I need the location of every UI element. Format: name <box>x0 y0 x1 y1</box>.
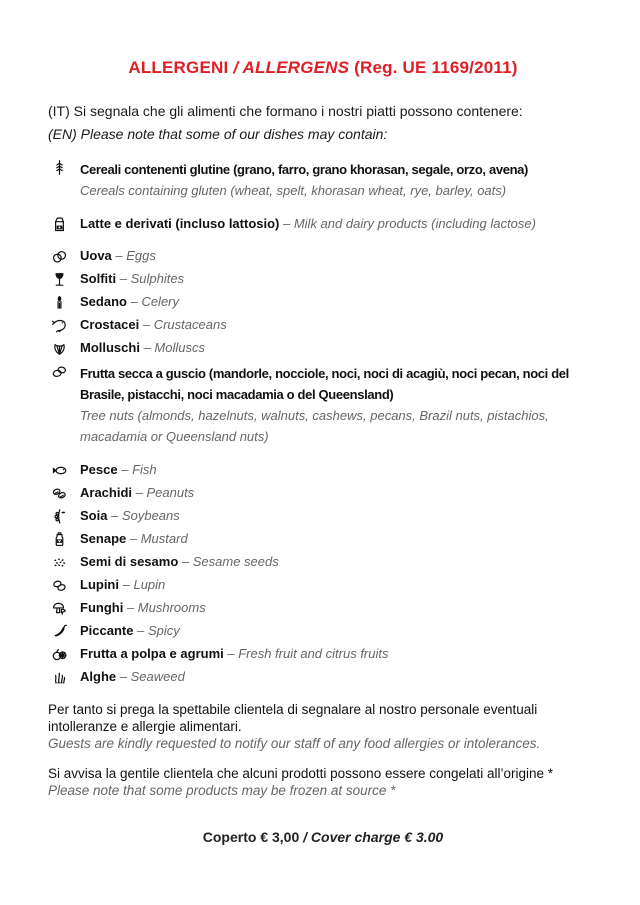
allergen-item-tree-nuts <box>48 363 598 447</box>
allergen-name-it: Crostacei <box>80 317 140 332</box>
allergen-item-mushroom <box>48 600 598 617</box>
fish-icon <box>48 462 70 479</box>
allergen-name-it: Alghe <box>80 669 117 684</box>
allergy-notice-it: Per tanto si prega la spettabile clientela di segnalare al nostro personale eventuali intolleranze e allergie alimentari. <box>48 702 538 734</box>
allergen-name-it: Cereali contenenti glutine (grano, farro, grano khorasan, segale, orzo, avena) <box>80 162 529 177</box>
wine-glass-icon <box>48 271 70 288</box>
cover-charge-en: / Cover charge € 3.00 <box>303 829 444 845</box>
cover-charge-line <box>48 829 598 845</box>
title-it: ALLERGENI <box>128 58 229 77</box>
allergy-notice-en: Guests are kindly requested to notify our staff of any food allergies or intolerances. <box>48 736 541 751</box>
allergen-name-en: Fresh fruit and citrus fruits <box>238 646 389 661</box>
allergen-name-it: Frutta secca a guscio (mandorle, nocciole, noci, noci di acagiù, noci pecan, noci del Brasile, pistacchi, noci macadamia o del Queensland) <box>80 366 569 402</box>
intro-line-it: (IT) Si segnala che gli alimenti che formano i nostri piatti possono contenere: <box>48 103 523 119</box>
frozen-notice-it: Si avvisa la gentile clientela che alcuni prodotti possono essere congelati all’origine * <box>48 766 554 781</box>
allergen-item-fish <box>48 462 598 479</box>
allergen-name-it: Uova <box>80 248 112 263</box>
allergen-name-it: Semi di sesamo <box>80 554 179 569</box>
allergen-name-en: Eggs <box>126 248 156 263</box>
allergen-name-it: Pesce <box>80 462 118 477</box>
allergen-item-shrimp <box>48 317 598 334</box>
allergen-name-it: Frutta a polpa e agrumi <box>80 646 224 661</box>
allergen-name-it: Molluschi <box>80 340 140 355</box>
allergen-name-en: Mustard <box>140 531 188 546</box>
wheat-icon <box>48 159 70 176</box>
allergen-name-en: Milk and dairy products (including lactose) <box>293 216 536 231</box>
allergen-name-en: Mushrooms <box>137 600 206 615</box>
allergen-item-soy <box>48 508 598 525</box>
allergen-name-en: Crustaceans <box>153 317 227 332</box>
dash-separator: – <box>107 508 122 523</box>
shell-icon <box>48 340 70 357</box>
tree-nuts-icon <box>48 363 70 380</box>
dash-separator: – <box>139 340 155 355</box>
allergen-name-it: Senape <box>80 531 127 546</box>
allergen-name-en: Spicy <box>147 623 180 638</box>
allergen-name-it: Latte e derivati (incluso lattosio) <box>80 216 280 231</box>
allergen-name-en: Soybeans <box>121 508 180 523</box>
allergen-item-wine-glass <box>48 271 598 288</box>
allergen-name-en: Cereals containing gluten (wheat, spelt, khorasan wheat, rye, barley, oats) <box>80 183 507 198</box>
dash-separator: – <box>123 600 138 615</box>
milk-carton-icon <box>48 216 70 233</box>
seaweed-icon <box>48 669 70 686</box>
dash-separator: – <box>132 485 147 500</box>
peanuts-icon <box>48 485 70 502</box>
dash-separator: – <box>279 216 294 231</box>
intro-line-en: (EN) Please note that some of our dishes may contain: <box>48 126 388 142</box>
allergen-item-mustard <box>48 531 598 548</box>
page-title <box>48 58 598 78</box>
shrimp-icon <box>48 317 70 334</box>
notices <box>48 701 598 799</box>
fruit-icon <box>48 646 70 663</box>
dash-separator: – <box>133 623 148 638</box>
intro-text <box>48 100 598 146</box>
title-en: / ALLERGENS <box>233 58 350 77</box>
allergen-name-it: Piccante <box>80 623 134 638</box>
allergen-item-milk-carton <box>48 216 598 233</box>
dash-separator: – <box>126 294 142 309</box>
frozen-notice <box>48 765 598 799</box>
allergen-name-en: Seaweed <box>130 669 185 684</box>
dash-separator: – <box>119 577 134 592</box>
chili-icon <box>48 623 70 640</box>
lupin-icon <box>48 577 70 594</box>
allergen-name-en: Sesame seeds <box>192 554 279 569</box>
cover-charge-it: Coperto € 3,00 <box>202 829 300 845</box>
allergen-name-en: Peanuts <box>146 485 195 500</box>
dash-separator: – <box>178 554 193 569</box>
dash-separator: – <box>126 531 141 546</box>
dash-separator: – <box>116 669 131 684</box>
allergen-item-lupin <box>48 577 598 594</box>
eggs-icon <box>48 248 70 265</box>
allergen-item-chili <box>48 623 598 640</box>
title-regulation: (Reg. UE 1169/2011) <box>354 58 518 77</box>
allergen-name-it: Arachidi <box>80 485 133 500</box>
allergen-list <box>48 159 598 686</box>
mustard-icon <box>48 531 70 548</box>
mushroom-icon <box>48 600 70 617</box>
frozen-notice-en: Please note that some products may be frozen at source * <box>48 783 396 798</box>
allergen-name-it: Lupini <box>80 577 119 592</box>
allergen-item-celery <box>48 294 598 311</box>
allergen-item-wheat <box>48 159 598 201</box>
allergen-item-shell <box>48 340 598 357</box>
allergen-item-seaweed <box>48 669 598 686</box>
allergen-item-fruit <box>48 646 598 663</box>
allergen-item-sesame <box>48 554 598 571</box>
allergen-name-en: Lupin <box>133 577 166 592</box>
dash-separator: – <box>139 317 154 332</box>
dash-separator: – <box>116 271 131 286</box>
allergy-notice <box>48 701 598 752</box>
allergen-name-it: Funghi <box>80 600 124 615</box>
allergen-name-it: Solfiti <box>80 271 117 286</box>
allergen-item-peanuts <box>48 485 598 502</box>
allergen-name-en: Tree nuts (almonds, hazelnuts, walnuts, cashews, pecans, Brazil nuts, pistachios, macadamia or Queensland nuts) <box>80 408 549 444</box>
allergen-name-it: Soia <box>80 508 108 523</box>
allergen-name-en: Fish <box>132 462 157 477</box>
allergen-name-it: Sedano <box>80 294 127 309</box>
dash-separator: – <box>223 646 239 661</box>
allergen-name-en: Sulphites <box>130 271 185 286</box>
allergen-name-en: Celery <box>141 294 180 309</box>
dash-separator: – <box>117 462 133 477</box>
allergen-name-en: Molluscs <box>154 340 205 355</box>
allergen-item-eggs <box>48 248 598 265</box>
dash-separator: – <box>111 248 127 263</box>
soy-icon <box>48 508 70 525</box>
celery-icon <box>48 294 70 311</box>
sesame-icon <box>48 554 70 571</box>
